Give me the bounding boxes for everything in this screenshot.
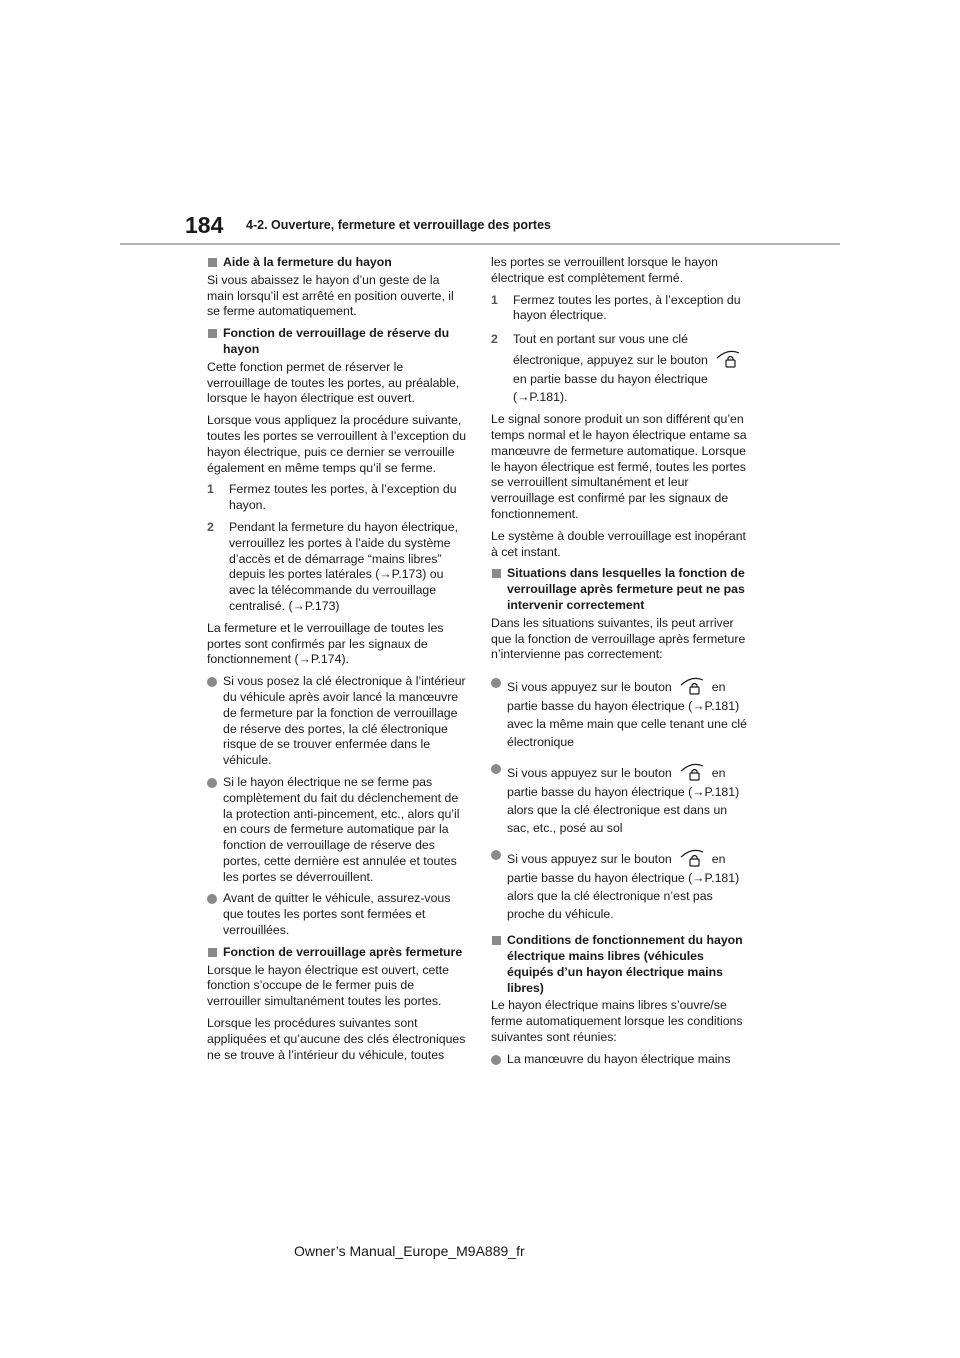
list-item-text: en partie basse du hayon électrique (→P.181) alors que la clé électronique est dans un sac, etc., posé au sol xyxy=(507,766,740,836)
subsection-heading xyxy=(491,566,753,613)
header-divider xyxy=(120,243,840,245)
heading-text: Conditions de fonctionnement du hayon électrique mains libres (véhicules équipés d’un hayon électrique mains libres) xyxy=(507,933,743,995)
list-item-text: Avant de quitter le véhicule, assurez-vous que toutes les portes sont fermées et verrouillées. xyxy=(223,891,451,938)
list-item xyxy=(207,775,469,886)
page-number: 184 xyxy=(185,212,224,238)
list-item xyxy=(207,891,469,938)
square-bullet-icon xyxy=(208,948,217,957)
step-item xyxy=(207,520,469,615)
paragraph: Dans les situations suivantes, ils peut arriver que la fonction de verrouillage après fermeture n’intervienne pas correctement: xyxy=(491,615,746,662)
paragraph: Le système à double verrouillage est inopérant à cet instant. xyxy=(491,528,746,559)
paragraph: Si vous abaissez le hayon d’un geste de la main lorsqu’il est arrêté en position ouverte, il se ferme automatiquement. xyxy=(207,272,454,319)
square-bullet-icon xyxy=(492,569,501,578)
section-title: 4-2. Ouverture, fermeture et verrouillage des portes xyxy=(246,218,551,232)
list-item xyxy=(491,847,753,923)
tailgate-lock-button-icon xyxy=(678,847,706,869)
tailgate-lock-button-icon xyxy=(678,761,706,783)
round-bullet-icon xyxy=(491,850,501,860)
list-item-text: La manœuvre du hayon électrique mains xyxy=(507,1051,731,1066)
paragraph: La fermeture et le verrouillage de toutes les portes sont confirmés par les signaux de fonctionnement (→P.174). xyxy=(207,620,444,667)
step-item xyxy=(491,330,753,406)
subsection-heading xyxy=(207,255,469,271)
list-item-text: Si vous appuyez sur le bouton xyxy=(507,852,672,867)
heading-text: Fonction de verrouillage après fermeture xyxy=(223,944,463,959)
round-bullet-icon xyxy=(207,778,217,788)
list-item-text: Si le hayon électrique ne se ferme pas complètement du fait du déclenchement de la protection anti-pincement, etc., alors qu’il en cours de fermeture automatique par la fonction de verrouillage de réserve des portes, cette dernière est annulée et toutes les portes se déverrouillent. xyxy=(223,774,460,884)
subsection-heading xyxy=(207,326,469,358)
step-item xyxy=(207,482,469,514)
list-item xyxy=(491,761,753,837)
tailgate-lock-button-icon xyxy=(678,675,706,697)
step-text: Pendant la fermeture du hayon électrique, verrouillez les portes à l’aide du système d’accès et de démarrage “mains libres” depuis les portes latérales (→P.173) ou avec la télécommande du verrouillage centralisé. (→P.173) xyxy=(229,519,459,613)
paragraph: les portes se verrouillent lorsque le hayon électrique est complètement fermé. xyxy=(491,255,718,285)
step-text: en partie basse du hayon électrique (→P.181). xyxy=(513,372,708,405)
step-number: 1 xyxy=(491,292,498,307)
list-item xyxy=(491,1052,753,1068)
round-bullet-icon xyxy=(207,894,217,904)
tailgate-lock-button-icon xyxy=(714,348,742,370)
square-bullet-icon xyxy=(208,258,217,267)
list-item-text: en partie basse du hayon électrique (→P.181) alors que la clé électronique n’est pas proche du véhicule. xyxy=(507,852,740,922)
paragraph: Cette fonction permet de réserver le verrouillage de toutes les portes, au préalable, lorsque le hayon électrique est ouvert. xyxy=(207,359,460,406)
heading-text: Situations dans lesquelles la fonction de verrouillage après fermeture peut ne pas intervenir correctement xyxy=(507,566,745,612)
subsection-heading xyxy=(491,933,753,996)
list-item-text: Si vous appuyez sur le bouton xyxy=(507,680,672,695)
right-column xyxy=(491,255,753,1074)
step-text: Fermez toutes les portes, à l’exception du hayon électrique. xyxy=(513,292,741,323)
paragraph: Lorsque vous appliquez la procédure suivante, toutes les portes se verrouillent à l’exception du hayon électrique, puis ce dernier se verrouille également en même temps qu’il se ferme. xyxy=(207,413,467,475)
subsection-heading xyxy=(207,945,469,961)
step-number: 2 xyxy=(207,519,214,534)
paragraph: Lorsque les procédures suivantes sont appliquées et qu’aucune des clés électroniques ne se trouve à l’intérieur du véhicule, toutes xyxy=(207,1016,466,1062)
list-item-text: Si vous appuyez sur le bouton xyxy=(507,766,672,781)
list-item-text: Si vous posez la clé électronique à l’intérieur du véhicule après avoir lancé la manœuvre de fermeture par la fonction de verrouillage de réserve des portes, la clé électronique risque de se trouver enfermée dans le véhicule. xyxy=(223,674,466,768)
round-bullet-icon xyxy=(491,764,501,774)
paragraph: Le signal sonore produit un son différent qu’en temps normal et le hayon électrique entame sa manœuvre de fermeture automatique. Lorsque le hayon électrique est fermé, toutes les portes se verrouillent simultanément et leur verrouillage est confirmé par les signaux de fonctionnement. xyxy=(491,412,747,521)
round-bullet-icon xyxy=(491,1055,501,1065)
step-number: 2 xyxy=(491,332,498,347)
footer-manual-id: Owner’s Manual_Europe_M9A889_fr xyxy=(294,1243,525,1259)
square-bullet-icon xyxy=(492,936,501,945)
heading-text: Fonction de verrouillage de réserve du hayon xyxy=(223,326,450,356)
square-bullet-icon xyxy=(208,329,217,338)
paragraph: Lorsque le hayon électrique est ouvert, cette fonction s’occupe de le fermer puis de verrouiller simultanément toutes les portes. xyxy=(207,962,449,1009)
round-bullet-icon xyxy=(491,678,501,688)
list-item xyxy=(207,674,469,769)
list-item xyxy=(491,675,753,751)
heading-text: Aide à la fermeture du hayon xyxy=(223,255,392,269)
paragraph: Le hayon électrique mains libres s’ouvre/se ferme automatiquement lorsque les conditions suivantes sont réunies: xyxy=(491,998,743,1044)
round-bullet-icon xyxy=(207,677,217,687)
list-item-text: en partie basse du hayon électrique (→P.181) avec la même main que celle tenant une clé électronique xyxy=(507,680,747,750)
step-text: Fermez toutes les portes, à l’exception du hayon. xyxy=(229,482,457,513)
step-number: 1 xyxy=(207,482,214,497)
step-item xyxy=(491,293,753,325)
left-column xyxy=(207,255,469,1069)
step-text: Tout en portant sur vous une clé électronique, appuyez sur le bouton xyxy=(513,332,708,368)
